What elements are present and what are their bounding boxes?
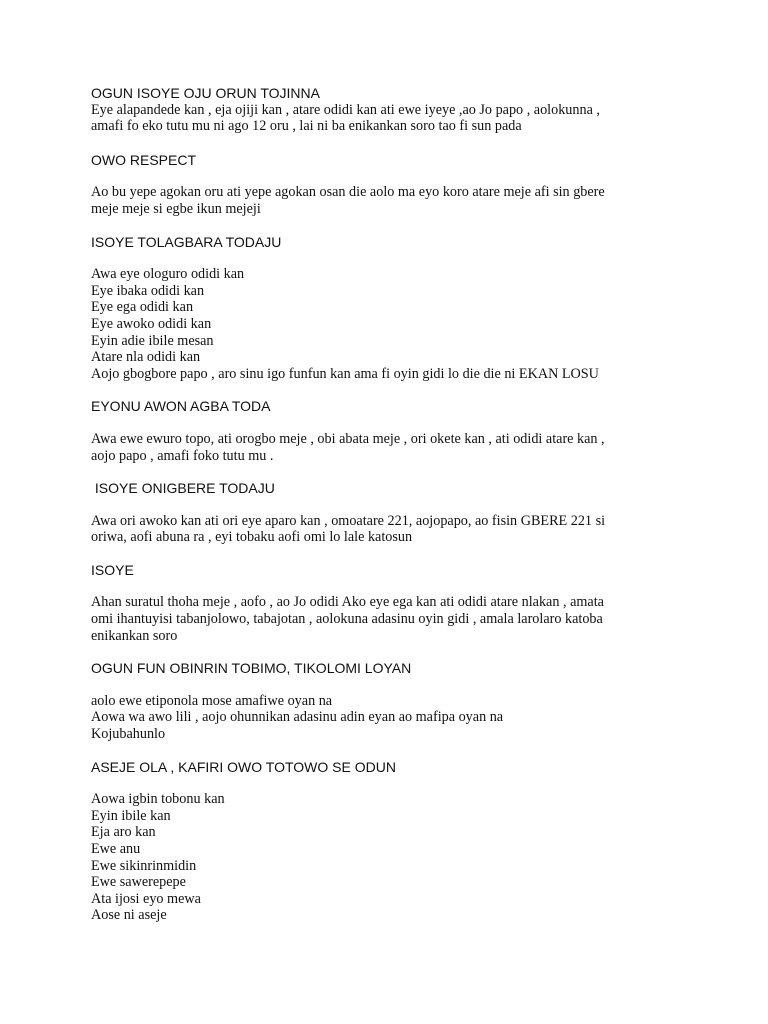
- text-line: Eye ega odidi kan: [91, 299, 194, 316]
- text-line: Kojubahunlo: [91, 726, 166, 743]
- section-paragraph: [91, 513, 691, 546]
- text-line: Aowa wa awo lili , aojo ohunnikan adasinu adin eyan ao mafipa oyan na: [91, 709, 504, 726]
- text-line: Ao bu yepe agokan oru ati yepe agokan osan die aolo ma eyo koro atare meje afi sin gbere: [91, 184, 605, 201]
- text-line: Awa ori awoko kan ati ori eye aparo kan , omoatare 221, aojopapo, ao fisin GBERE 221 si: [91, 512, 606, 529]
- text-line: Awa eye ologuro odidi kan: [91, 266, 245, 283]
- text-line: amafi fo eko tutu mu ni ago 12 oru , lai ni ba enikankan soro tao fi sun pada: [91, 118, 522, 135]
- text-line: oriwa, aofi abuna ra , eyi tobaku aofi omi lo lale katosun: [91, 529, 413, 546]
- section-paragraph: [91, 184, 691, 217]
- section-heading: OWO RESPECT: [91, 151, 197, 168]
- text-line: aojo papo , amafi foko tutu mu .: [91, 447, 274, 464]
- section-heading: ISOYE TOLAGBARA TODAJU: [91, 233, 282, 250]
- text-line: Atare nla odidi kan: [91, 349, 201, 366]
- text-line: Ata ijosi eyo mewa: [91, 890, 201, 907]
- text-line: meje meje si egbe ikun mejeji: [91, 200, 261, 217]
- text-line: Eye alapandede kan , eja ojiji kan , atare odidi kan ati ewe iyeye ,ao Jo papo , aolokunna ,: [91, 101, 600, 118]
- text-line: Eye ibaka odidi kan: [91, 282, 205, 299]
- text-line: omi ihantuyisi tabanjolowo, tabajotan , aolokuna adasinu oyin gidi , amala larolaro katoba: [91, 611, 603, 628]
- text-line: Ewe sawerepepe: [91, 874, 186, 891]
- section-heading: ISOYE: [91, 561, 134, 578]
- section-heading: EYONU AWON AGBA TODA: [91, 398, 271, 415]
- text-line: Aose ni aseje: [91, 907, 167, 924]
- section-paragraph: [91, 102, 691, 135]
- text-line: Ahan suratul thoha meje , aofo , ao Jo odidi Ako eye ega kan ati odidi atare nlakan , amata: [91, 594, 604, 611]
- text-line: Ewe sikinrinmidin: [91, 857, 197, 874]
- text-line: Eye awoko odidi kan: [91, 315, 212, 332]
- text-line: enikankan soro: [91, 627, 178, 644]
- text-line: Ewe anu: [91, 841, 141, 857]
- text-line: Aowa igbin tobonu kan: [91, 791, 225, 808]
- section-heading: OGUN FUN OBINRIN TOBIMO, TIKOLOMI LOYAN: [91, 660, 412, 677]
- text-line: Eja aro kan: [91, 824, 156, 841]
- text-line: Eyin adie ibile mesan: [91, 332, 214, 349]
- section-paragraph: [91, 693, 691, 743]
- text-line: Eyin ibile kan: [91, 807, 171, 824]
- document-body: [91, 85, 691, 924]
- text-line: Awa ewe ewuro topo, ati orogbo meje , obi abata meje , ori okete kan , ati odidi atare kan ,: [91, 430, 605, 447]
- section-paragraph: [91, 266, 691, 382]
- section-paragraph: [91, 431, 691, 464]
- section-heading: ASEJE OLA , KAFIRI OWO TOTOWO SE ODUN: [91, 758, 396, 775]
- section-heading: OGUN ISOYE OJU ORUN TOJINNA: [91, 85, 320, 101]
- section-paragraph: [91, 791, 691, 924]
- text-line: aolo ewe etiponola mose amafiwe oyan na: [91, 692, 333, 709]
- text-line: Aojo gbogbore papo , aro sinu igo funfun kan ama fi oyin gidi lo die die ni EKAN LOSU: [91, 365, 599, 382]
- section-heading: ISOYE ONIGBERE TODAJU: [91, 480, 275, 497]
- section-paragraph: [91, 594, 691, 644]
